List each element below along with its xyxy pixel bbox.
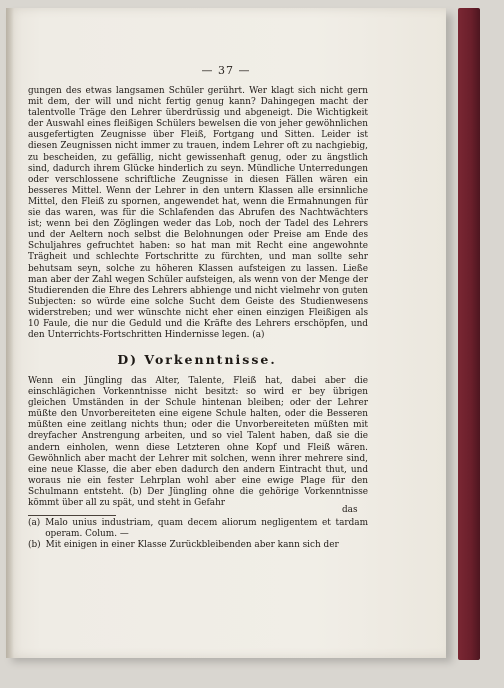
section-heading: D) Vorkenntnisse.: [117, 352, 277, 367]
footnote-rule: [28, 515, 116, 516]
catchword: das: [342, 505, 358, 515]
page-number: — 37 —: [201, 64, 251, 77]
footnote-text: Malo unius industriam, quam decem aliorum negligentem et tardam operam. Colum. —: [45, 518, 368, 540]
book-page: [6, 8, 446, 658]
paragraph-fleiss: gungen des etwas langsamen Schüler gerührt. Wer klagt sich nicht gern mit dem, der will und nicht fertig genug kann? Dahingegen macht der talentvolle Träge den Lehrer überdrüssig und abgeneigt. Die Wichtigkeit der Auswahl eines fleißigen Schülers bewelsen die von jeher gewöhnlichen ausgefertigten Zeugnisse über Fleiß, Fortgang und Sitten. Leider ist diesen Zeugnissen nicht immer zu trauen, indem Lehrer oft zu nachgiebig, zu bescheiden, zu gefällig, nicht gewissenhaft genug, oder zu ängstlich sind, dadurch ihrem Glücke hinderlich zu seyn. Mündliche Unterredungen oder verschlossene schriftliche Zeugnisse in diesen Fällen wären ein besseres Mittel. Wenn der Lehrer in den untern Klassen alle ersinnliche Mittel, den Fleiß zu spornen, angewendet hat, wenn die Ermahnungen für sie das waren, was für die Schlafenden das Abrufen des Nachtwächters ist; wenn bei den Zöglingen weder das Lob, noch der Tadel des Lehrers und der Aeltern noch selbst die Belohnungen oder Preise am Ende des Schuljahres gefruchtet haben: so hat man mit Recht eine angewohnte Trägheit und schlechte Fortschritte zu fürchten, und man sollte sehr behutsam seyn, solche zu höheren Klassen aufsteigen zu lassen. Ließe man aber der Zahl wegen Schüler aufsteigen, als wenn von der Menge der Studierenden die Ehre des Lehrers abhienge und nicht vielmehr von guten Subjecten: so würde eine solche Sucht dem Geiste des Studienwesens widerstreben; und wer wünschte nicht eher einen einzigen Fleißigen als 10 Faule, die nur die Geduld und die Kräfte des Lehrers erschöpfen, und den Unterrichts-Fortschritten Hindernisse legen. (a): [28, 86, 368, 341]
footnote-marker: (a): [28, 518, 41, 528]
page-gutter: [6, 8, 14, 658]
footnote-marker: (b): [28, 540, 41, 551]
footnote-text: Mit einigen in einer Klasse Zurückbleibenden aber kann sich der: [45, 540, 339, 551]
book-cover-edge: [458, 8, 480, 660]
footnote-a: [28, 518, 368, 540]
footnotes: [28, 518, 368, 552]
footnote-b: [28, 540, 368, 551]
paragraph-vorkenntnisse: Wenn ein Jüngling das Alter, Talente, Fleiß hat, dabei aber die einschlägichen Vorkenntnisse nicht besitzt: so wird er bey übrigen gleichen Umständen in der Schule hintenan bleiben; oder der Lehrer müßte den Unvorbereiteten eine eigene Schule halten, oder die Besseren müßten eine zeitlang nichts thun; oder die Unvorbereiteten müßten mit dreyfacher Anstrengung arbeiten, und so viel Talent haben, daß sie die andern einholen, wenn diese Letzteren ohne Kopf und Fleiß wären. Gewöhnlich aber macht der Lehrer mit solchen, wenn ihrer mehrere sind, eine neue Klasse, die aber eben dadurch den andern Eintracht thut, und woraus nie ein fester Lehrplan wohl aber eine ewige Plage für den Schulmann entsteht. (b) Der Jüngling ohne die gehörige Vorkenntnisse kömmt über all zu spät, und steht in Gefahr: [28, 376, 368, 509]
